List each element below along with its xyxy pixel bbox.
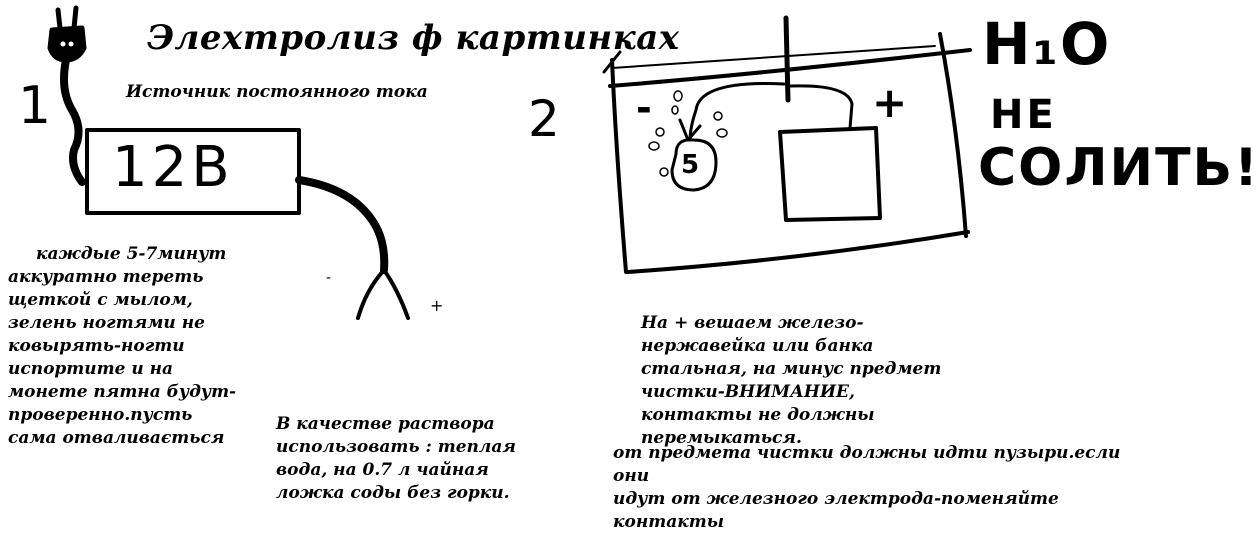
- bubbles-note: от предмета чистки должны идти пузыри.если они идут от железного электрода-поменяйте контакты: [613, 443, 1121, 532]
- negative-terminal-sign: -: [326, 270, 332, 286]
- positive-wire: [790, 86, 852, 128]
- step-marker-2: 2: [528, 90, 560, 148]
- tank-minus-sign: -: [636, 86, 652, 130]
- coin-label: 5: [681, 150, 700, 180]
- electrode-note: На + вешаем железо- нержавейка или банка стальная, на минус предмет чистки-ВНИМАНИЕ, контакты не должны перемыкаться.: [641, 313, 942, 448]
- mains-cable: [64, 60, 82, 182]
- solution-note: В качестве раствора использовать : теплая вода, на 0.7 л чайная ложка соды без горки.: [276, 414, 516, 503]
- water-formula: Н₁О: [982, 10, 1112, 78]
- positive-lead: [384, 270, 408, 318]
- cleaning-interval-heading: каждые 5-7минут: [36, 244, 227, 264]
- plug-icon: [50, 8, 84, 60]
- positive-terminal-sign: +: [430, 296, 444, 315]
- dc-output-cable: [299, 180, 384, 270]
- voltage-label: 12В: [112, 135, 234, 200]
- negative-wire: [690, 84, 784, 140]
- tank-plus-sign: +: [872, 78, 908, 127]
- negative-lead: [358, 270, 384, 318]
- power-supply-caption: Источник постоянного тока: [126, 82, 428, 102]
- page-title: Элехтролиз ф картинках: [147, 18, 680, 58]
- warning-line-2: СОЛИТЬ!: [978, 138, 1260, 198]
- warning-line-1: НЕ: [990, 92, 1057, 138]
- steel-electrode: [780, 128, 880, 220]
- cleaning-instructions: аккуратно тереть щеткой с мылом, зелень ногтями не ковырять-ногти испортите и на монете пятна будут- проверенно.пусть сама отваливається: [8, 267, 237, 448]
- step-marker-1: 1: [18, 76, 52, 136]
- hanger-rod: [786, 18, 788, 100]
